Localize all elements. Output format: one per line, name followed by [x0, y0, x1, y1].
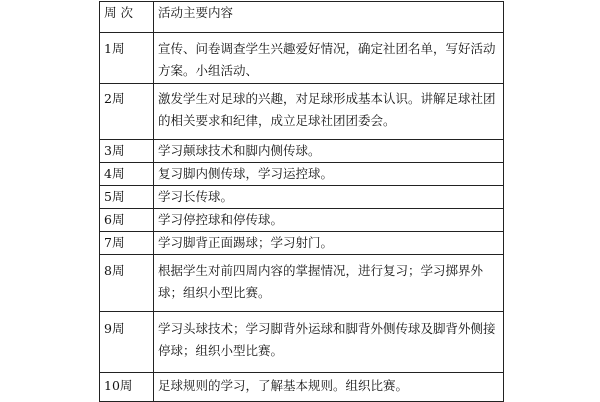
week-cell: 7周 — [100, 232, 154, 255]
week-cell: 2周 — [100, 84, 154, 140]
content-cell: 激发学生对足球的兴趣，对足球形成基本认识。讲解足球社团的相关要求和纪律，成立足球社团团委会。 — [154, 84, 504, 140]
table-row — [100, 140, 504, 163]
week-cell: 10周 — [100, 373, 154, 402]
week-cell: 9周 — [100, 312, 154, 373]
content-cell: 学习颠球技术和脚内侧传球。 — [154, 140, 504, 163]
table-row — [100, 232, 504, 255]
content-cell: 学习长传球。 — [154, 186, 504, 209]
header-week: 周 次 — [100, 2, 154, 33]
week-cell: 1周 — [100, 33, 154, 84]
table-row — [100, 255, 504, 312]
table-row — [100, 373, 504, 402]
table-row — [100, 84, 504, 140]
table-row — [100, 312, 504, 373]
table-row — [100, 186, 504, 209]
activity-schedule-table — [99, 1, 504, 402]
week-cell: 8周 — [100, 255, 154, 312]
content-cell: 足球规则的学习，了解基本规则。组织比赛。 — [154, 373, 504, 402]
content-cell: 复习脚内侧传球，学习运控球。 — [154, 163, 504, 186]
content-cell: 宣传、问卷调查学生兴趣爱好情况，确定社团名单，写好活动方案。小组活动、 — [154, 33, 504, 84]
week-cell: 5周 — [100, 186, 154, 209]
week-cell: 4周 — [100, 163, 154, 186]
week-cell: 6周 — [100, 209, 154, 232]
content-cell: 学习头球技术；学习脚背外运球和脚背外侧传球及脚背外侧接停球；组织小型比赛。 — [154, 312, 504, 373]
table-row — [100, 209, 504, 232]
week-cell: 3周 — [100, 140, 154, 163]
table-header-row — [100, 2, 504, 33]
content-cell: 学习停控球和停传球。 — [154, 209, 504, 232]
table-row — [100, 33, 504, 84]
content-cell: 学习脚背正面踢球；学习射门。 — [154, 232, 504, 255]
header-content: 活动主要内容 — [154, 2, 504, 33]
table-row — [100, 163, 504, 186]
content-cell: 根据学生对前四周内容的掌握情况，进行复习；学习掷界外球；组织小型比赛。 — [154, 255, 504, 312]
